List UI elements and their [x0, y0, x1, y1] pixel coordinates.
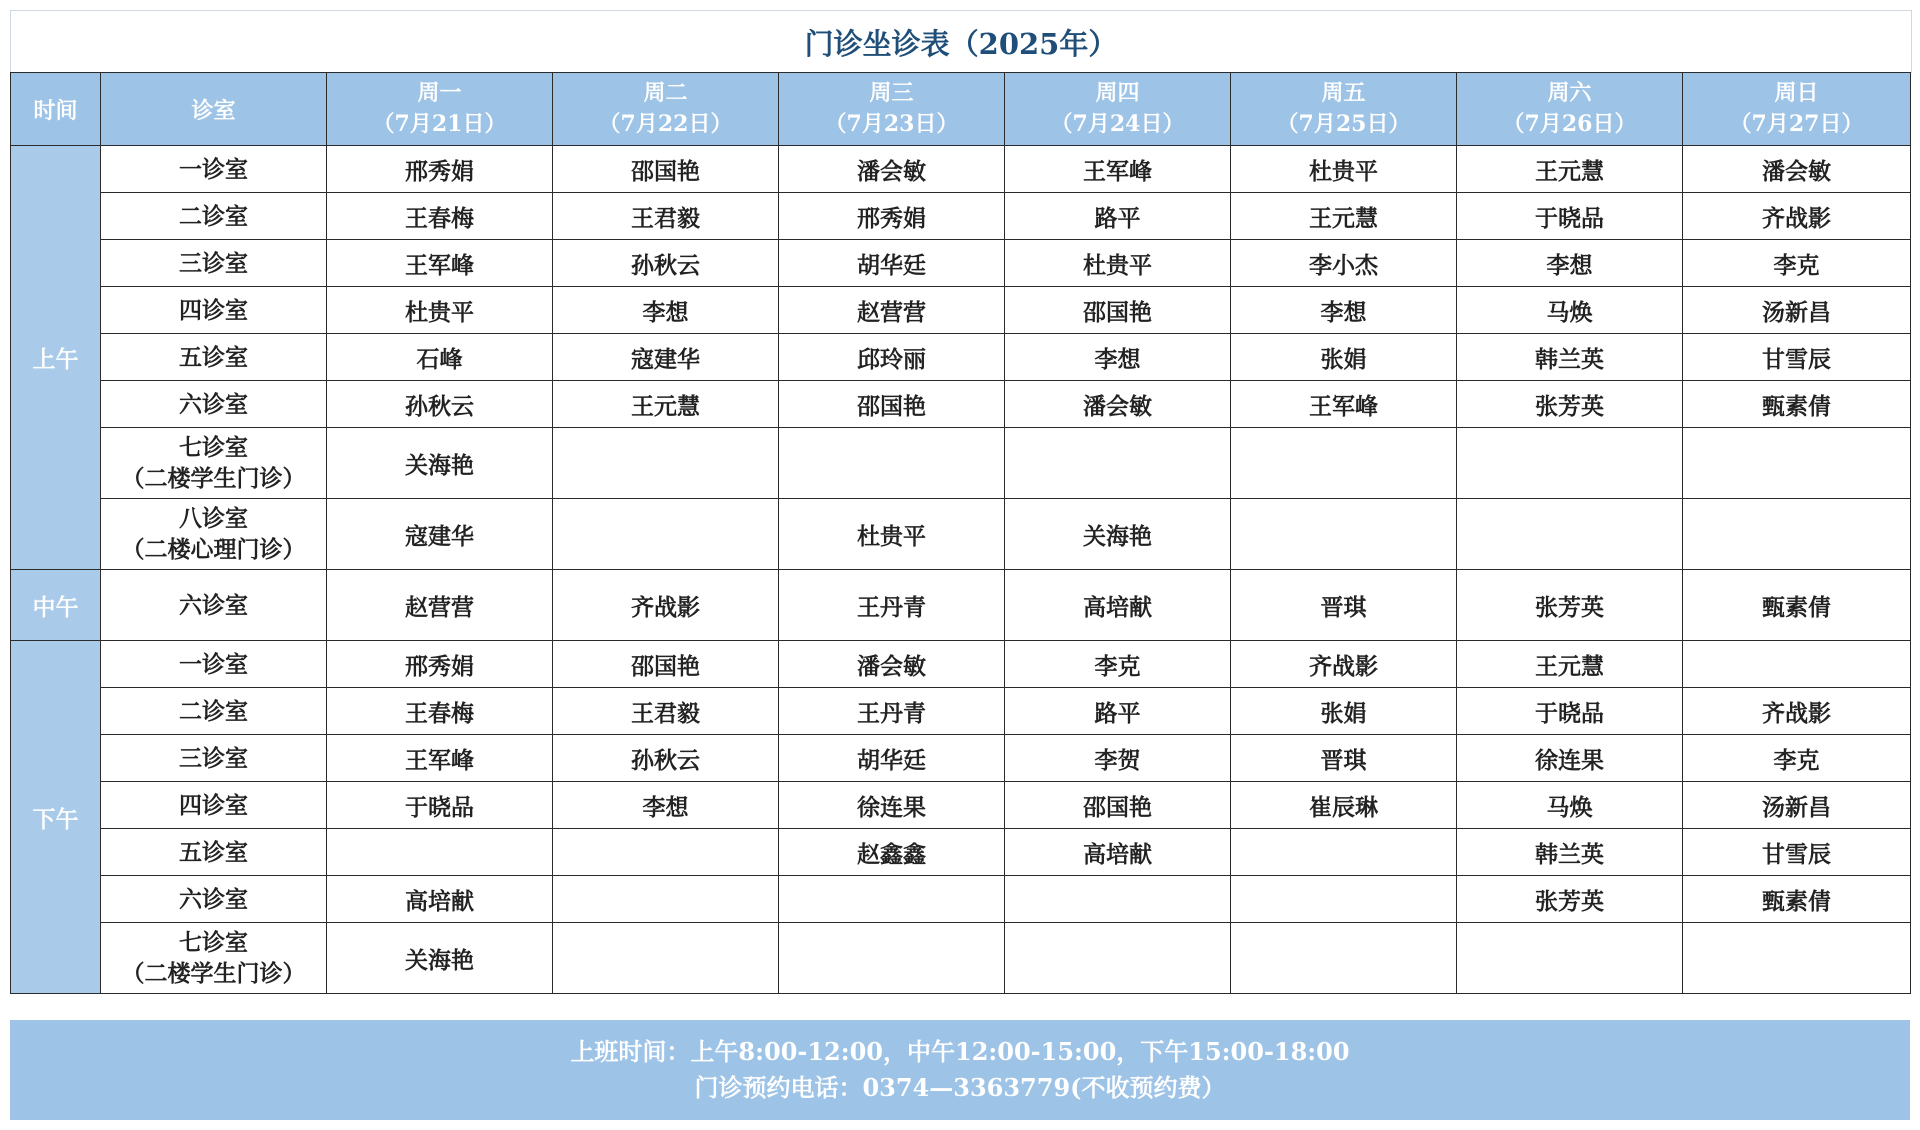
doctor-cell: 王君毅	[553, 688, 779, 735]
room-name: 一诊室	[179, 650, 248, 678]
doctor-cell: 杜贵平	[327, 287, 553, 334]
room-name: 五诊室	[179, 838, 248, 866]
doctor-cell: 赵营营	[327, 570, 553, 641]
doctor-cell	[1457, 428, 1683, 499]
day-name: 周三	[869, 80, 914, 106]
table-row	[11, 782, 1911, 829]
doctor-cell: 甄素倩	[1683, 876, 1911, 923]
doctor-cell: 潘会敏	[1005, 381, 1231, 428]
doctor-cell: 甘雪辰	[1683, 829, 1911, 876]
doctor-cell: 李小杰	[1231, 240, 1457, 287]
doctor-cell: 张芳英	[1457, 570, 1683, 641]
room-location: （二楼学生门诊）	[121, 960, 306, 987]
doctor-cell: 高培献	[1005, 829, 1231, 876]
doctor-cell	[1005, 923, 1231, 994]
doctor-cell: 晋琪	[1231, 735, 1457, 782]
doctor-cell: 甄素倩	[1683, 570, 1911, 641]
doctor-cell	[1683, 923, 1911, 994]
table-row	[11, 334, 1911, 381]
doctor-cell: 杜贵平	[1231, 146, 1457, 193]
doctor-cell	[553, 499, 779, 570]
day-name: 周五	[1321, 80, 1366, 106]
header-day-mon	[327, 73, 553, 146]
room-name: 四诊室	[179, 791, 248, 819]
doctor-cell: 李想	[553, 782, 779, 829]
day-name: 周六	[1547, 80, 1592, 106]
room-cell	[101, 735, 327, 782]
doctor-cell: 王春梅	[327, 193, 553, 240]
doctor-cell: 胡华廷	[779, 735, 1005, 782]
room-name: 三诊室	[179, 249, 248, 277]
doctor-cell: 晋琪	[1231, 570, 1457, 641]
doctor-cell: 赵营营	[779, 287, 1005, 334]
doctor-cell: 邱玲丽	[779, 334, 1005, 381]
room-name: 七诊室	[179, 434, 248, 461]
room-cell	[101, 287, 327, 334]
doctor-cell: 李想	[1005, 334, 1231, 381]
table-row	[11, 499, 1911, 570]
doctor-cell: 韩兰英	[1457, 829, 1683, 876]
doctor-cell: 高培献	[1005, 570, 1231, 641]
doctor-cell: 甘雪辰	[1683, 334, 1911, 381]
day-date: （7月26日）	[1502, 111, 1637, 137]
doctor-cell	[327, 829, 553, 876]
doctor-cell	[553, 876, 779, 923]
room-cell	[101, 688, 327, 735]
doctor-cell: 齐战影	[553, 570, 779, 641]
room-name: 二诊室	[179, 202, 248, 230]
room-name: 六诊室	[179, 390, 248, 418]
room-cell	[101, 876, 327, 923]
table-row	[11, 688, 1911, 735]
room-cell	[101, 428, 327, 499]
doctor-cell	[779, 428, 1005, 499]
work-hours-text: 上班时间：上午8:00-12:00，中午12:00-15:00，下午15:00-18:00	[570, 1037, 1350, 1066]
doctor-cell: 张娟	[1231, 334, 1457, 381]
table-row	[11, 428, 1911, 499]
day-name: 周一	[417, 80, 462, 106]
doctor-cell	[1231, 428, 1457, 499]
table-row	[11, 876, 1911, 923]
doctor-cell: 杜贵平	[1005, 240, 1231, 287]
doctor-cell: 齐战影	[1683, 688, 1911, 735]
page-title: 门诊坐诊表（2025年）	[10, 10, 1912, 73]
day-date: （7月22日）	[598, 111, 733, 137]
doctor-cell	[553, 923, 779, 994]
room-cell	[101, 829, 327, 876]
doctor-cell: 汤新昌	[1683, 287, 1911, 334]
doctor-cell: 王丹青	[779, 570, 1005, 641]
doctor-cell: 李克	[1005, 641, 1231, 688]
doctor-cell	[1683, 641, 1911, 688]
header-day-thu	[1005, 73, 1231, 146]
doctor-cell: 孙秋云	[327, 381, 553, 428]
doctor-cell: 李克	[1683, 735, 1911, 782]
doctor-cell: 邵国艳	[553, 146, 779, 193]
header-room: 诊室	[101, 73, 327, 146]
doctor-cell: 于晓品	[1457, 688, 1683, 735]
room-cell	[101, 782, 327, 829]
doctor-cell: 关海艳	[1005, 499, 1231, 570]
schedule-sheet	[10, 10, 1910, 1120]
room-cell	[101, 923, 327, 994]
doctor-cell	[779, 923, 1005, 994]
doctor-cell: 李想	[1457, 240, 1683, 287]
doctor-cell: 邢秀娟	[327, 641, 553, 688]
doctor-cell: 崔辰琳	[1231, 782, 1457, 829]
doctor-cell	[1231, 923, 1457, 994]
doctor-cell: 李克	[1683, 240, 1911, 287]
doctor-cell: 关海艳	[327, 923, 553, 994]
room-cell	[101, 240, 327, 287]
doctor-cell: 邵国艳	[1005, 782, 1231, 829]
doctor-cell	[1231, 499, 1457, 570]
header-day-sat	[1457, 73, 1683, 146]
doctor-cell: 王元慧	[553, 381, 779, 428]
footer-banner	[10, 1020, 1910, 1120]
doctor-cell: 李贺	[1005, 735, 1231, 782]
doctor-cell	[1457, 499, 1683, 570]
period-label: 上午	[11, 146, 101, 570]
day-name: 周二	[643, 80, 688, 106]
doctor-cell: 邵国艳	[779, 381, 1005, 428]
header-day-tue	[553, 73, 779, 146]
room-cell	[101, 334, 327, 381]
doctor-cell: 汤新昌	[1683, 782, 1911, 829]
doctor-cell	[1005, 428, 1231, 499]
doctor-cell: 齐战影	[1683, 193, 1911, 240]
doctor-cell: 寇建华	[553, 334, 779, 381]
header-day-sun	[1683, 73, 1911, 146]
doctor-cell: 杜贵平	[779, 499, 1005, 570]
doctor-cell: 于晓品	[327, 782, 553, 829]
room-name: 七诊室	[179, 929, 248, 956]
doctor-cell: 邢秀娟	[779, 193, 1005, 240]
doctor-cell: 王军峰	[1005, 146, 1231, 193]
doctor-cell: 张芳英	[1457, 381, 1683, 428]
header-day-fri	[1231, 73, 1457, 146]
doctor-cell: 石峰	[327, 334, 553, 381]
doctor-cell: 邵国艳	[1005, 287, 1231, 334]
doctor-cell: 王元慧	[1231, 193, 1457, 240]
doctor-cell: 潘会敏	[779, 641, 1005, 688]
doctor-cell: 王军峰	[327, 240, 553, 287]
doctor-cell: 关海艳	[327, 428, 553, 499]
day-date: （7月21日）	[372, 111, 507, 137]
doctor-cell	[1683, 428, 1911, 499]
day-date: （7月23日）	[824, 111, 959, 137]
period-label: 中午	[11, 570, 101, 641]
schedule-body	[11, 146, 1911, 994]
header-time: 时间	[11, 73, 101, 146]
doctor-cell: 李想	[1231, 287, 1457, 334]
doctor-cell: 王军峰	[327, 735, 553, 782]
doctor-cell: 甄素倩	[1683, 381, 1911, 428]
doctor-cell	[779, 876, 1005, 923]
table-row	[11, 240, 1911, 287]
room-cell	[101, 381, 327, 428]
doctor-cell	[1683, 499, 1911, 570]
table-row	[11, 735, 1911, 782]
table-row	[11, 287, 1911, 334]
room-cell	[101, 499, 327, 570]
period-label: 下午	[11, 641, 101, 994]
table-row	[11, 193, 1911, 240]
doctor-cell: 马焕	[1457, 287, 1683, 334]
room-cell	[101, 193, 327, 240]
room-cell	[101, 146, 327, 193]
doctor-cell: 胡华廷	[779, 240, 1005, 287]
doctor-cell: 王春梅	[327, 688, 553, 735]
header-row	[11, 73, 1911, 146]
doctor-cell: 于晓品	[1457, 193, 1683, 240]
doctor-cell: 王丹青	[779, 688, 1005, 735]
schedule-table	[10, 72, 1911, 994]
room-name: 六诊室	[179, 591, 248, 619]
doctor-cell: 韩兰英	[1457, 334, 1683, 381]
doctor-cell: 王君毅	[553, 193, 779, 240]
day-date: （7月24日）	[1050, 111, 1185, 137]
doctor-cell: 王元慧	[1457, 146, 1683, 193]
doctor-cell: 寇建华	[327, 499, 553, 570]
doctor-cell	[553, 829, 779, 876]
room-name: 四诊室	[179, 296, 248, 324]
doctor-cell: 马焕	[1457, 782, 1683, 829]
doctor-cell: 徐连果	[1457, 735, 1683, 782]
doctor-cell	[1231, 876, 1457, 923]
appointment-phone-text: 门诊预约电话：0374—3363779(不收预约费）	[694, 1073, 1226, 1102]
table-row	[11, 570, 1911, 641]
day-date: （7月27日）	[1729, 111, 1864, 137]
room-cell	[101, 570, 327, 641]
day-name: 周日	[1774, 80, 1819, 106]
room-name: 六诊室	[179, 885, 248, 913]
doctor-cell: 王军峰	[1231, 381, 1457, 428]
doctor-cell	[1231, 829, 1457, 876]
doctor-cell: 张娟	[1231, 688, 1457, 735]
table-row	[11, 641, 1911, 688]
table-row	[11, 829, 1911, 876]
room-location: （二楼学生门诊）	[121, 465, 306, 492]
table-row	[11, 381, 1911, 428]
doctor-cell	[1457, 923, 1683, 994]
doctor-cell: 孙秋云	[553, 735, 779, 782]
doctor-cell: 路平	[1005, 688, 1231, 735]
doctor-cell	[1005, 876, 1231, 923]
doctor-cell: 路平	[1005, 193, 1231, 240]
room-name: 三诊室	[179, 744, 248, 772]
doctor-cell: 邵国艳	[553, 641, 779, 688]
doctor-cell: 李想	[553, 287, 779, 334]
doctor-cell: 徐连果	[779, 782, 1005, 829]
doctor-cell: 齐战影	[1231, 641, 1457, 688]
doctor-cell: 潘会敏	[779, 146, 1005, 193]
doctor-cell: 张芳英	[1457, 876, 1683, 923]
doctor-cell	[553, 428, 779, 499]
day-name: 周四	[1095, 80, 1140, 106]
room-location: （二楼心理门诊）	[121, 536, 306, 563]
room-name: 一诊室	[179, 155, 248, 183]
table-row	[11, 146, 1911, 193]
header-day-wed	[779, 73, 1005, 146]
room-cell	[101, 641, 327, 688]
doctor-cell: 孙秋云	[553, 240, 779, 287]
doctor-cell: 赵鑫鑫	[779, 829, 1005, 876]
day-date: （7月25日）	[1276, 111, 1411, 137]
table-row	[11, 923, 1911, 994]
doctor-cell: 王元慧	[1457, 641, 1683, 688]
doctor-cell: 邢秀娟	[327, 146, 553, 193]
doctor-cell: 高培献	[327, 876, 553, 923]
doctor-cell: 潘会敏	[1683, 146, 1911, 193]
room-name: 八诊室	[179, 505, 248, 532]
room-name: 五诊室	[179, 343, 248, 371]
room-name: 二诊室	[179, 697, 248, 725]
